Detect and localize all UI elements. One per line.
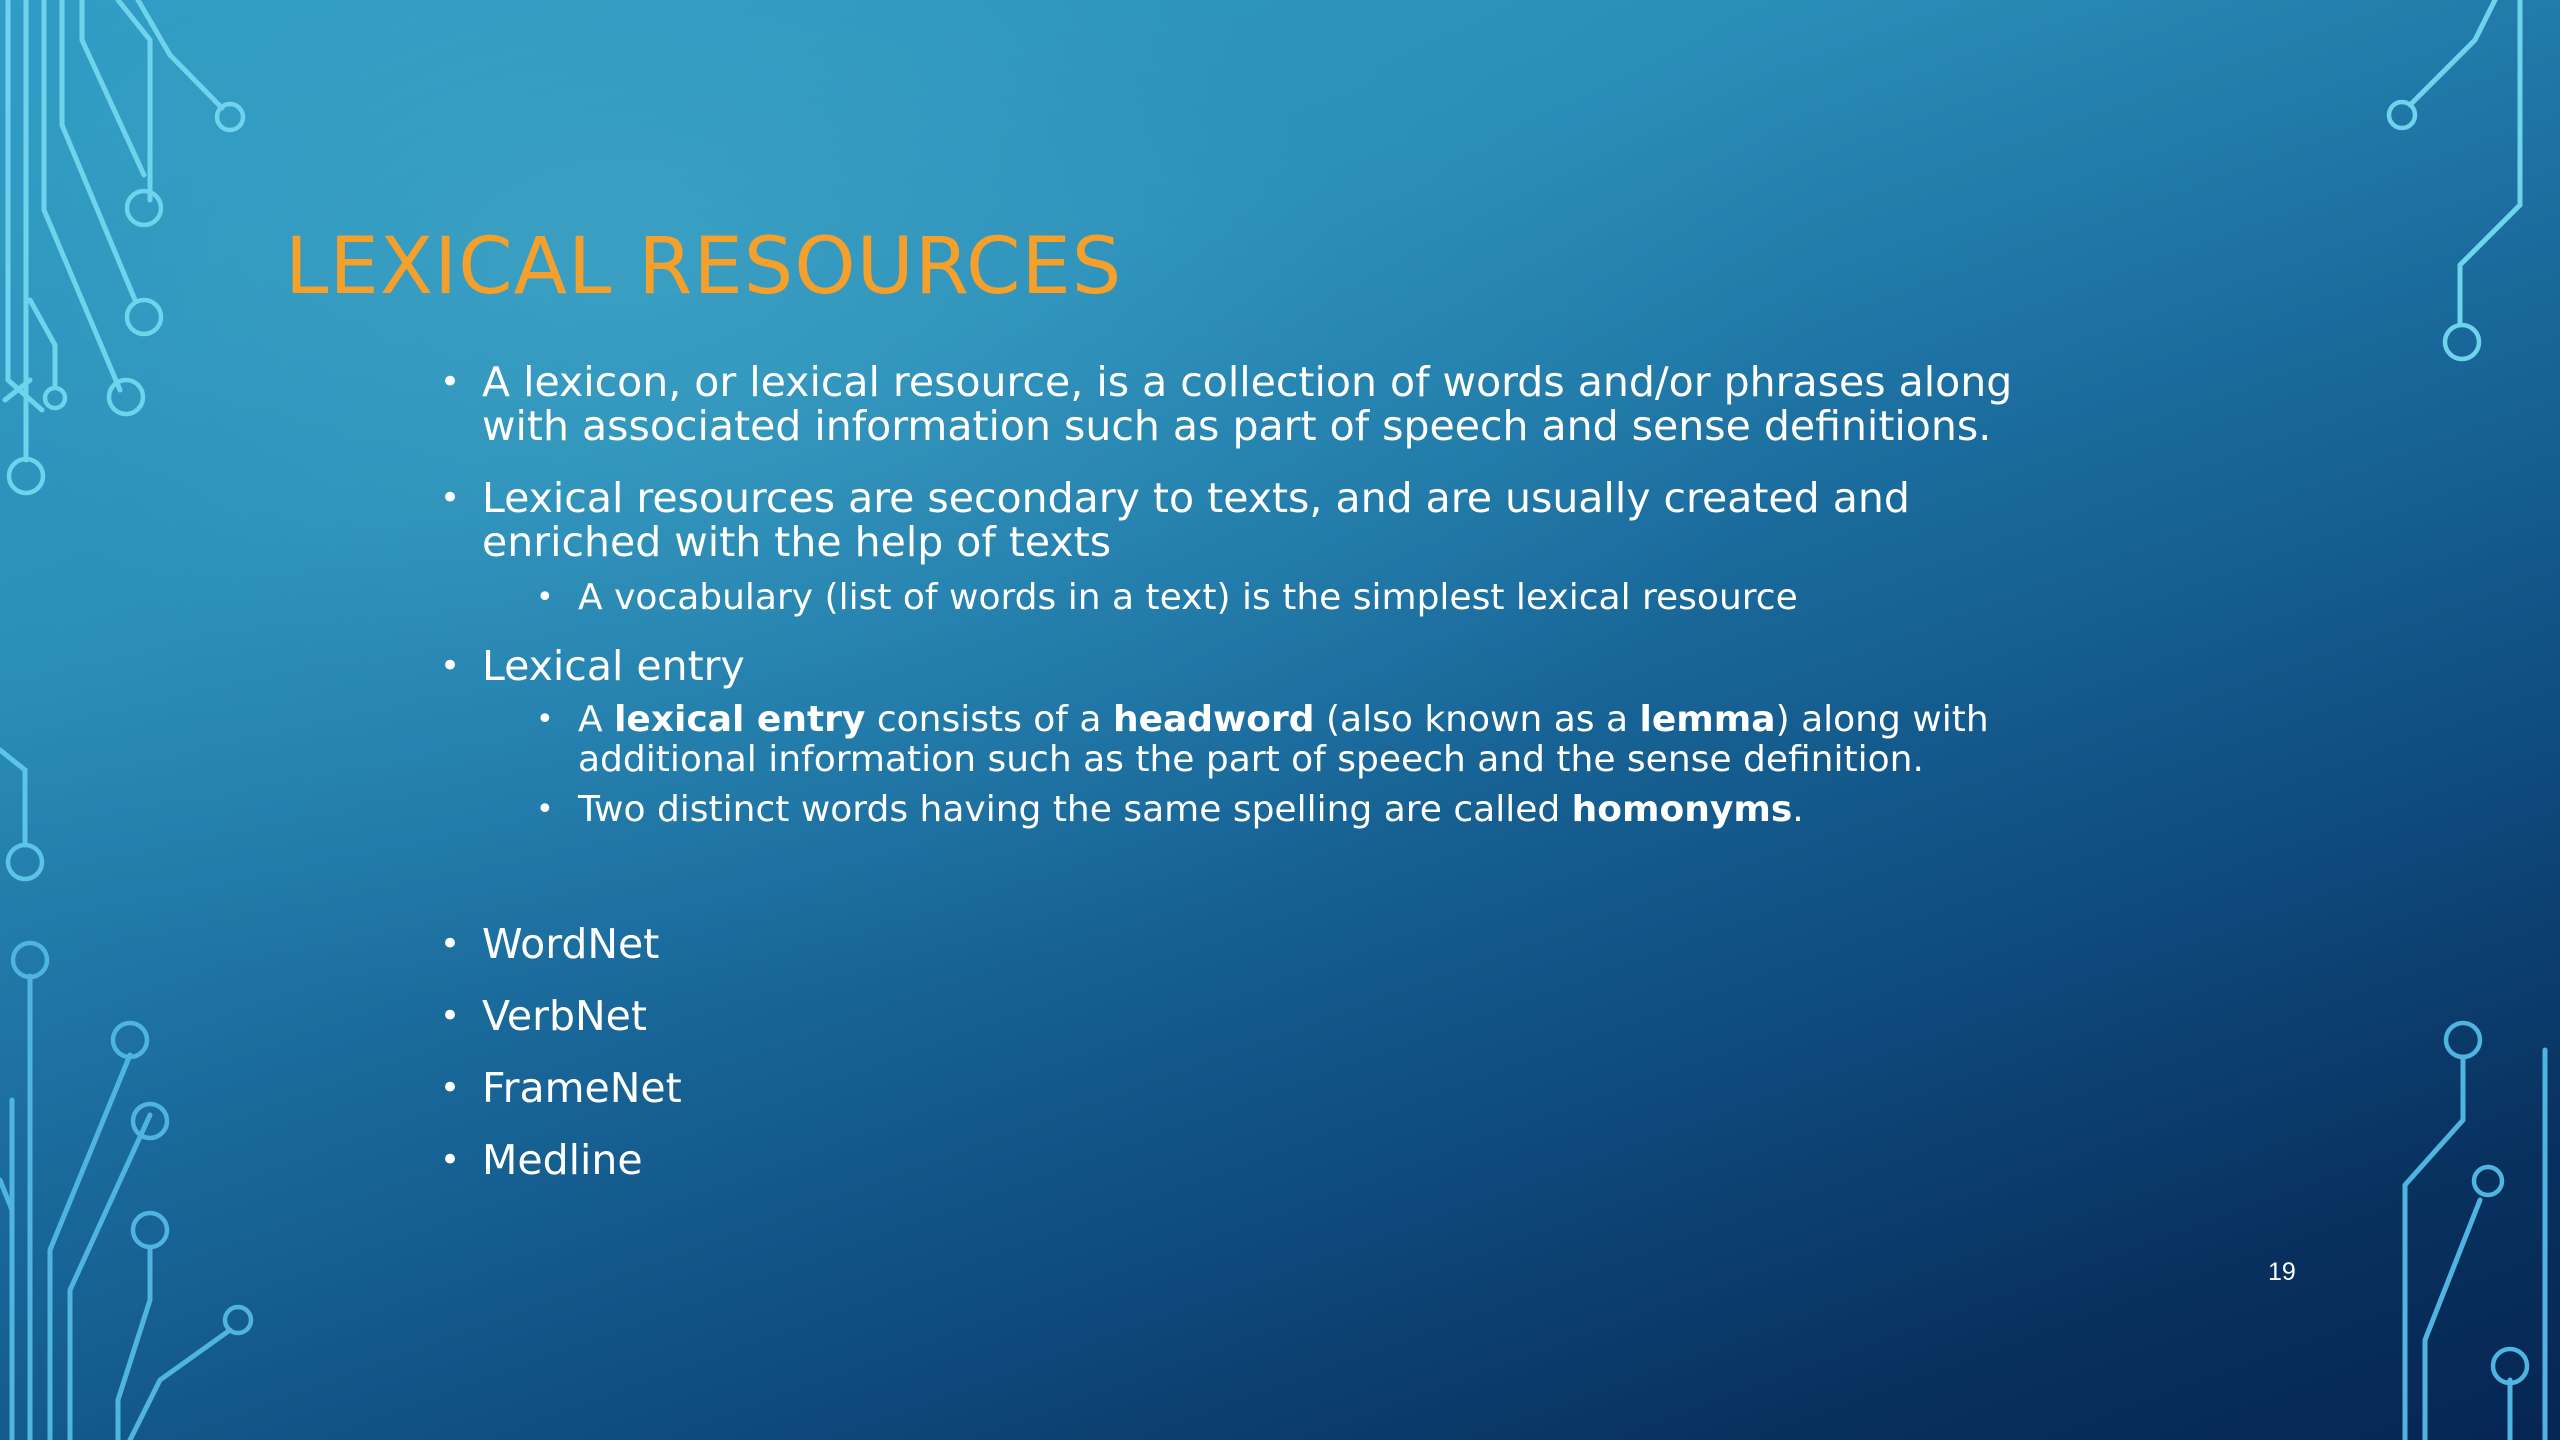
circuit-left-middle (0, 750, 42, 879)
circuit-bottom-left (0, 943, 251, 1440)
bullet-marker: • (440, 924, 461, 964)
bullet-text (578, 700, 2180, 740)
list-item-verbnet (440, 994, 2180, 1038)
bullet-marker: • (536, 792, 554, 827)
slide-page-number: 19 (2268, 1258, 2296, 1286)
bullet-text (578, 790, 2180, 830)
bullet-marker: • (440, 996, 461, 1036)
slide-title: LEXICAL RESOURCES (285, 222, 1123, 312)
list-item (440, 360, 2180, 448)
bullet-text: additional information such as the part of speech and the sense definition. (578, 739, 1924, 780)
bullet-marker: • (440, 478, 461, 518)
text-run: Two distinct words having the same spelling are called (578, 789, 1572, 830)
bullet-list (440, 360, 2180, 1182)
sub-list-item (536, 700, 2180, 780)
bullet-marker: • (440, 362, 461, 402)
bullet-text: VerbNet (482, 992, 647, 1040)
bold-term-lemma: lemma (1639, 699, 1776, 740)
bullet-marker: • (536, 702, 554, 737)
text-run: (also known as a (1314, 699, 1640, 740)
list-item (440, 644, 2180, 688)
list-item (440, 476, 2180, 564)
bullet-marker: • (536, 580, 554, 615)
text-run: ) along with (1775, 699, 1989, 740)
bullet-marker: • (440, 1068, 461, 1108)
text-run: consists of a (865, 699, 1113, 740)
bold-term-lexical-entry: lexical entry (614, 699, 866, 740)
sub-list-item (536, 578, 2180, 618)
bullet-text: enriched with the help of texts (482, 518, 1112, 566)
circuit-bottom-right (2405, 1023, 2545, 1440)
bullet-marker: • (440, 1140, 461, 1180)
bullet-text: FrameNet (482, 1064, 682, 1112)
bullet-marker: • (440, 646, 461, 686)
list-item-wordnet (440, 922, 2180, 966)
bullet-text: Lexical entry (482, 642, 745, 690)
list-item-framenet (440, 1066, 2180, 1110)
list-item-medline (440, 1138, 2180, 1182)
text-run: . (1792, 789, 1804, 830)
bullet-text: Lexical resources are secondary to texts, and are usually created and (482, 474, 1910, 522)
bold-term-homonyms: homonyms (1571, 789, 1793, 830)
bullet-text: with associated information such as part of speech and sense definitions. (482, 402, 1992, 450)
bullet-text: Medline (482, 1136, 643, 1184)
bullet-text: A vocabulary (list of words in a text) is the simplest lexical resource (578, 577, 1798, 618)
bullet-text: WordNet (482, 920, 660, 968)
bullet-text: A lexicon, or lexical resource, is a collection of words and/or phrases along (482, 358, 2013, 406)
sub-list-item (536, 790, 2180, 830)
bold-term-headword: headword (1112, 699, 1315, 740)
circuit-top-left (5, 0, 243, 493)
circuit-top-right (2389, 0, 2520, 359)
text-run: A (578, 699, 615, 740)
